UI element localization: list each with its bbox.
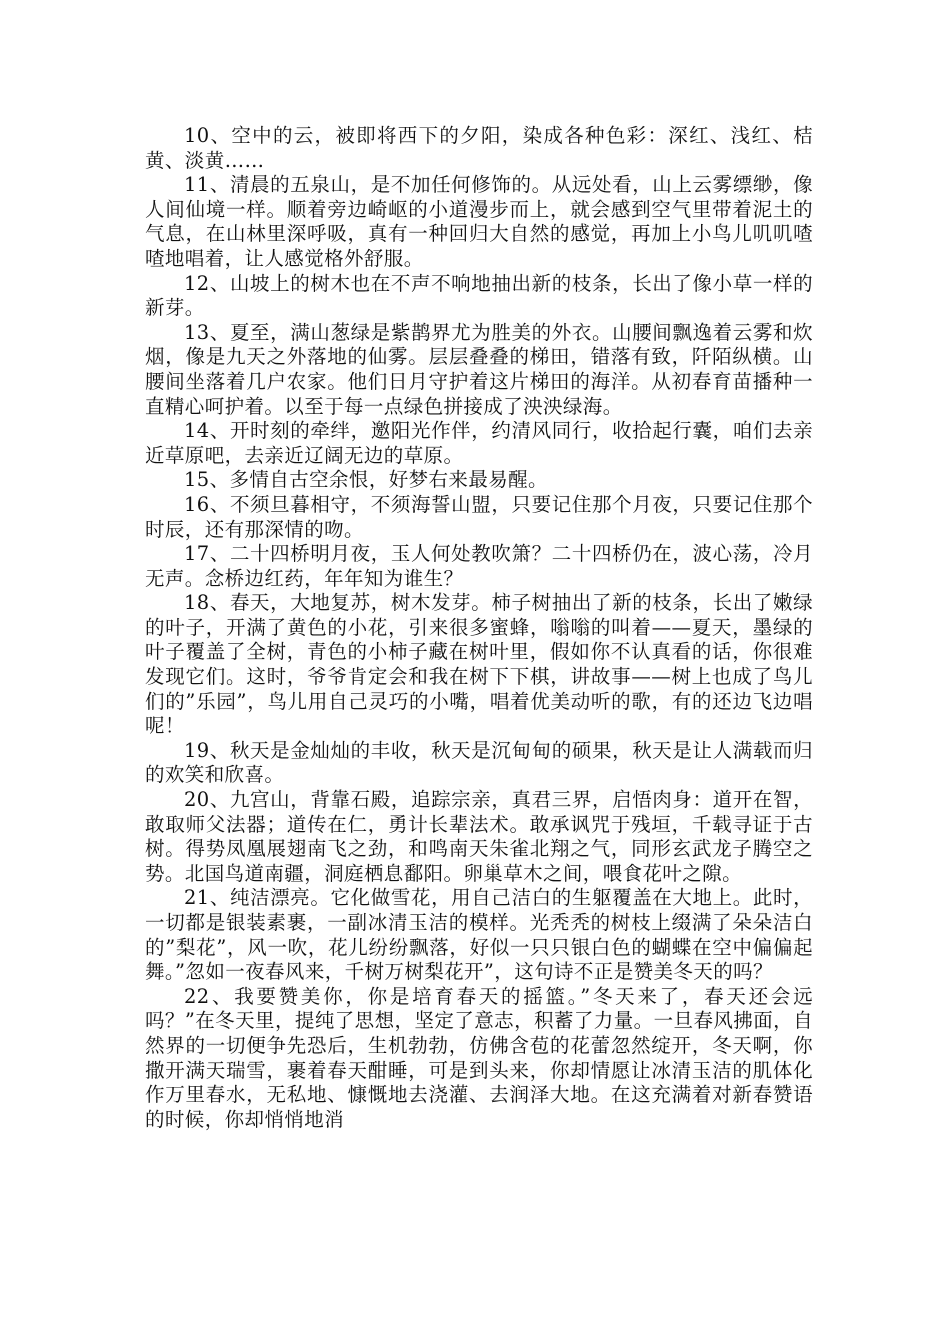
paragraph-10: 10、空中的云，被即将西下的夕阳，染成各种色彩：深红、浅红、桔黄、淡黄…… <box>145 124 813 172</box>
paragraph-22: 22、我要赞美你，你是培育春天的摇篮。”冬天来了，春天还会远吗？”在冬天里，提纯了思想，坚定了意志，积蓄了力量。一旦春风拂面，自然界的一切便争先恐后，生机勃勃，仿佛含苞的花蕾忽然绽开，冬天啊，你撒开满天瑞雪，裹着春天酣睡，可是到头来，你却情愿让冰清玉洁的肌体化作万里春水，无私地、慷慨地去浇灌、去润泽大地。在这充满着对新春赞语的时候，你却悄悄地消 <box>145 984 813 1131</box>
paragraph-15: 15、多情自古空余恨，好梦右来最易醒。 <box>184 468 548 492</box>
paragraph-21: 21、纯洁漂亮。它化做雪花，用自己洁白的生躯覆盖在大地上。此时，一切都是银装素裹，一副冰清玉洁的模样。光秃秃的树枝上缀满了朵朵洁白的”梨花”，风一吹，花儿纷纷飘落，好似一只只银白色的蝴蝶在空中偏偏起舞。”忽如一夜春风来，千树万树梨花开”，这句诗不正是赞美冬天的吗？ <box>145 886 813 984</box>
paragraph-17: 17、二十四桥明月夜，玉人何处教吹箫？二十四桥仍在，波心荡，冷月无声。念桥边红药，年年知为谁生？ <box>145 542 813 590</box>
paragraph-19: 19、秋天是金灿灿的丰收，秋天是沉甸甸的硕果，秋天是让人满载而归的欢笑和欣喜。 <box>145 738 813 787</box>
paragraph-11: 11、清晨的五泉山，是不加任何修饰的。从远处看，山上云雾缥缈，像人间仙境一样。顺着旁边崎岖的小道漫步而上，就会感到空气里带着泥土的气息，在山林里深呼吸，真有一种回归大自然的感觉，再加上小鸟儿叽叽喳喳地唱着，让人感觉格外舒服。 <box>145 173 813 270</box>
document-body <box>145 124 813 1132</box>
paragraph-18: 18、春天，大地复苏，树木发芽。柿子树抽出了新的枝条，长出了嫩绿的叶子，开满了黄色的小花，引来很多蜜蜂，嗡嗡的叫着——夏天，墨绿的叶子覆盖了全树，青色的小柿子藏在树叶里，假如你不认真看的话，你很难发现它们。这时，爷爷肯定会和我在树下下棋，讲故事——树上也成了鸟儿们的”乐园”，鸟儿用自己灵巧的小嘴，唱着优美动听的歌，有的还边飞边唱呢！ <box>145 591 813 738</box>
paragraph-12: 12、山坡上的树木也在不声不响地抽出新的枝条，长出了像小草一样的新芽。 <box>145 271 813 320</box>
paragraph-13: 13、夏至，满山葱绿是紫鹊界尤为胜美的外衣。山腰间飘逸着云雾和炊烟，像是九天之外落地的仙雾。层层叠叠的梯田，错落有致，阡陌纵横。山腰间坐落着几户农家。他们日月守护着这片梯田的海洋。从初春育苗播种一直精心呵护着。以至于每一点绿色拼接成了泱泱绿海。 <box>145 320 813 418</box>
paragraph-16: 16、不须旦暮相守，不须海誓山盟，只要记住那个月夜，只要记住那个时辰，还有那深情的吻。 <box>145 492 813 541</box>
paragraph-14: 14、开时刻的牵绊，邀阳光作伴，约清风同行，收拾起行囊，咱们去亲近草原吧，去亲近辽阔无边的草原。 <box>145 419 813 467</box>
paragraph-20: 20、九宫山，背靠石殿，追踪宗亲，真君三界，启悟肉身：道开在智，敢取师父法器；道传在仁，勇计长辈法术。敢承讽咒于残垣，千载寻证于古树。得势凤凰展翅南飞之劲，和鸣南天朱雀北翔之气，同形玄武龙子腾空之势。北国鸟道南疆，洞庭栖息鄱阳。卵巢草木之间，喂食花叶之隙。 <box>145 788 813 885</box>
